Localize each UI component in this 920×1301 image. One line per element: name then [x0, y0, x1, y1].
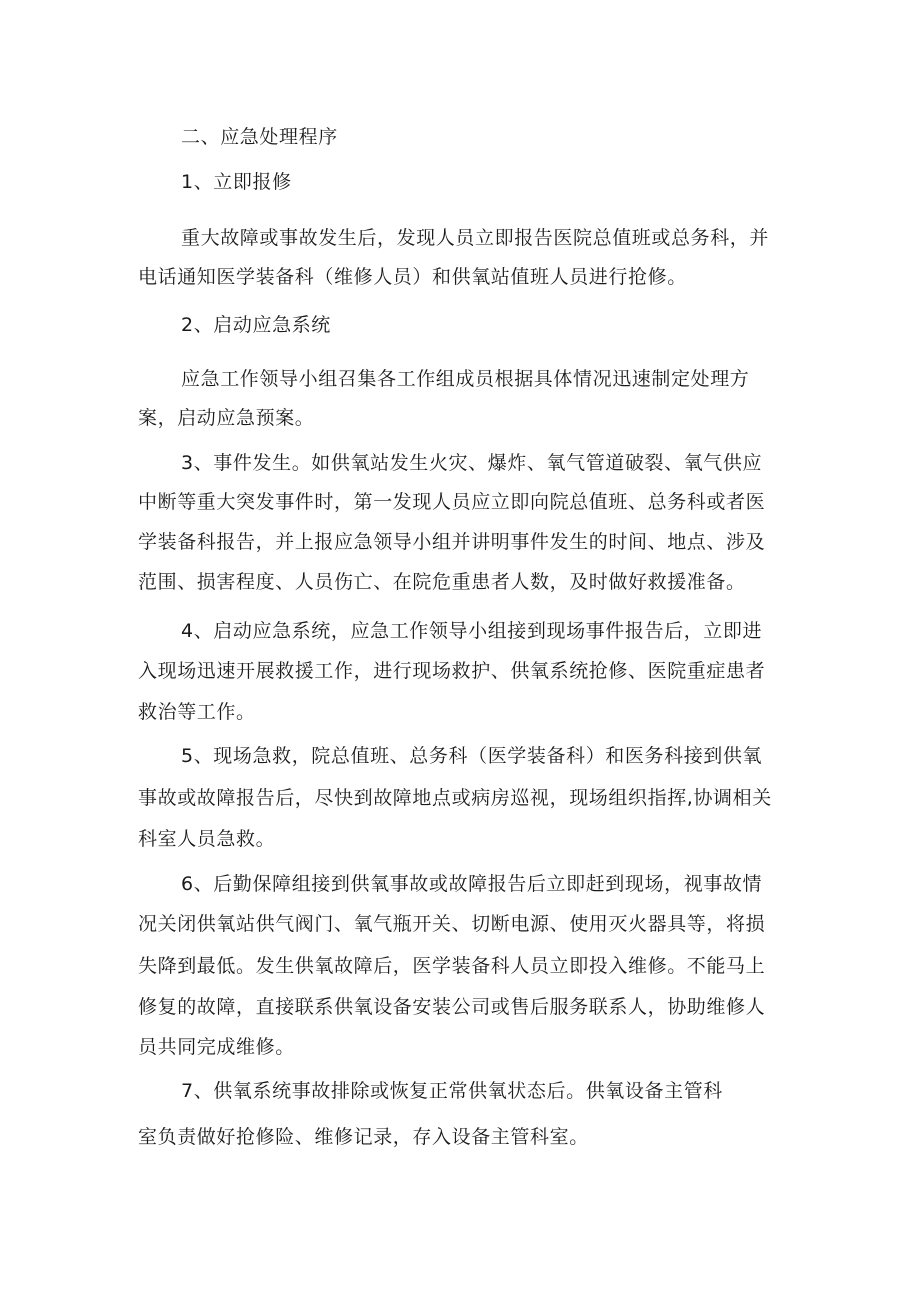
item-5-line-2: 事故或故障报告后，尽快到故障地点或病房巡视，现场组织指挥,协调相关 — [138, 787, 772, 809]
item-3-line-4: 范围、损害程度、人员伤亡、在院危重患者人数，及时做好救援准备。 — [138, 571, 746, 593]
item-4-line-3: 救治等工作。 — [138, 701, 256, 723]
item-3-line-3: 学装备科报告，并上报应急领导小组并讲明事件发生的时间、地点、涉及 — [138, 531, 766, 553]
item-4-line-1: 4、启动应急系统，应急工作领导小组接到现场事件报告后，立即进 — [181, 620, 763, 642]
item-6-line-2: 况关闭供氧站供气阀门、氧气瓶开关、切断电源、使用灭火器具等，将损 — [138, 913, 766, 935]
item-2-line-2: 案，启动应急预案。 — [138, 407, 315, 429]
item-1-line-1: 重大故障或事故发生后，发现人员立即报告医院总值班或总务科，并 — [181, 227, 770, 249]
item-1-heading: 1、立即报修 — [181, 171, 292, 193]
item-7-line-2: 室负责做好抢修险、维修记录，存入设备主管科室。 — [138, 1126, 589, 1148]
item-2-line-1: 应急工作领导小组召集各工作组成员根据具体情况迅速制定处理方 — [181, 368, 750, 390]
item-6-line-1: 6、后勤保障组接到供氧事故或故障报告后立即赶到现场，视事故情 — [181, 873, 763, 895]
item-3-line-1: 3、事件发生。如供氧站发生火灾、爆炸、氧气管道破裂、氧气供应 — [181, 452, 763, 474]
item-2-heading: 2、启动应急系统 — [181, 314, 331, 336]
item-7-line-1: 7、供氧系统事故排除或恢复正常供氧状态后。供氧设备主管科 — [181, 1080, 723, 1102]
item-3-line-2: 中断等重大突发事件时，第一发现人员应立即向院总值班、总务科或者医 — [138, 491, 766, 513]
item-6-line-5: 员共同完成维修。 — [138, 1036, 295, 1058]
item-1-line-2: 电话通知医学装备科（维修人员）和供氧站值班人员进行抢修。 — [138, 266, 687, 288]
section-heading: 二、应急处理程序 — [181, 126, 338, 148]
item-4-line-2: 入现场迅速开展救援工作，进行现场救护、供氧系统抢修、医院重症患者 — [138, 660, 766, 682]
item-6-line-4: 修复的故障，直接联系供氧设备安装公司或售后服务联系人，协助维修人 — [138, 996, 766, 1018]
item-5-line-1: 5、现场急救，院总值班、总务科（医学装备科）和医务科接到供氧 — [181, 745, 763, 767]
item-5-line-3: 科室人员急救。 — [138, 828, 276, 850]
item-6-line-3: 失降到最低。发生供氧故障后，医学装备科人员立即投入维修。不能马上 — [138, 955, 766, 977]
